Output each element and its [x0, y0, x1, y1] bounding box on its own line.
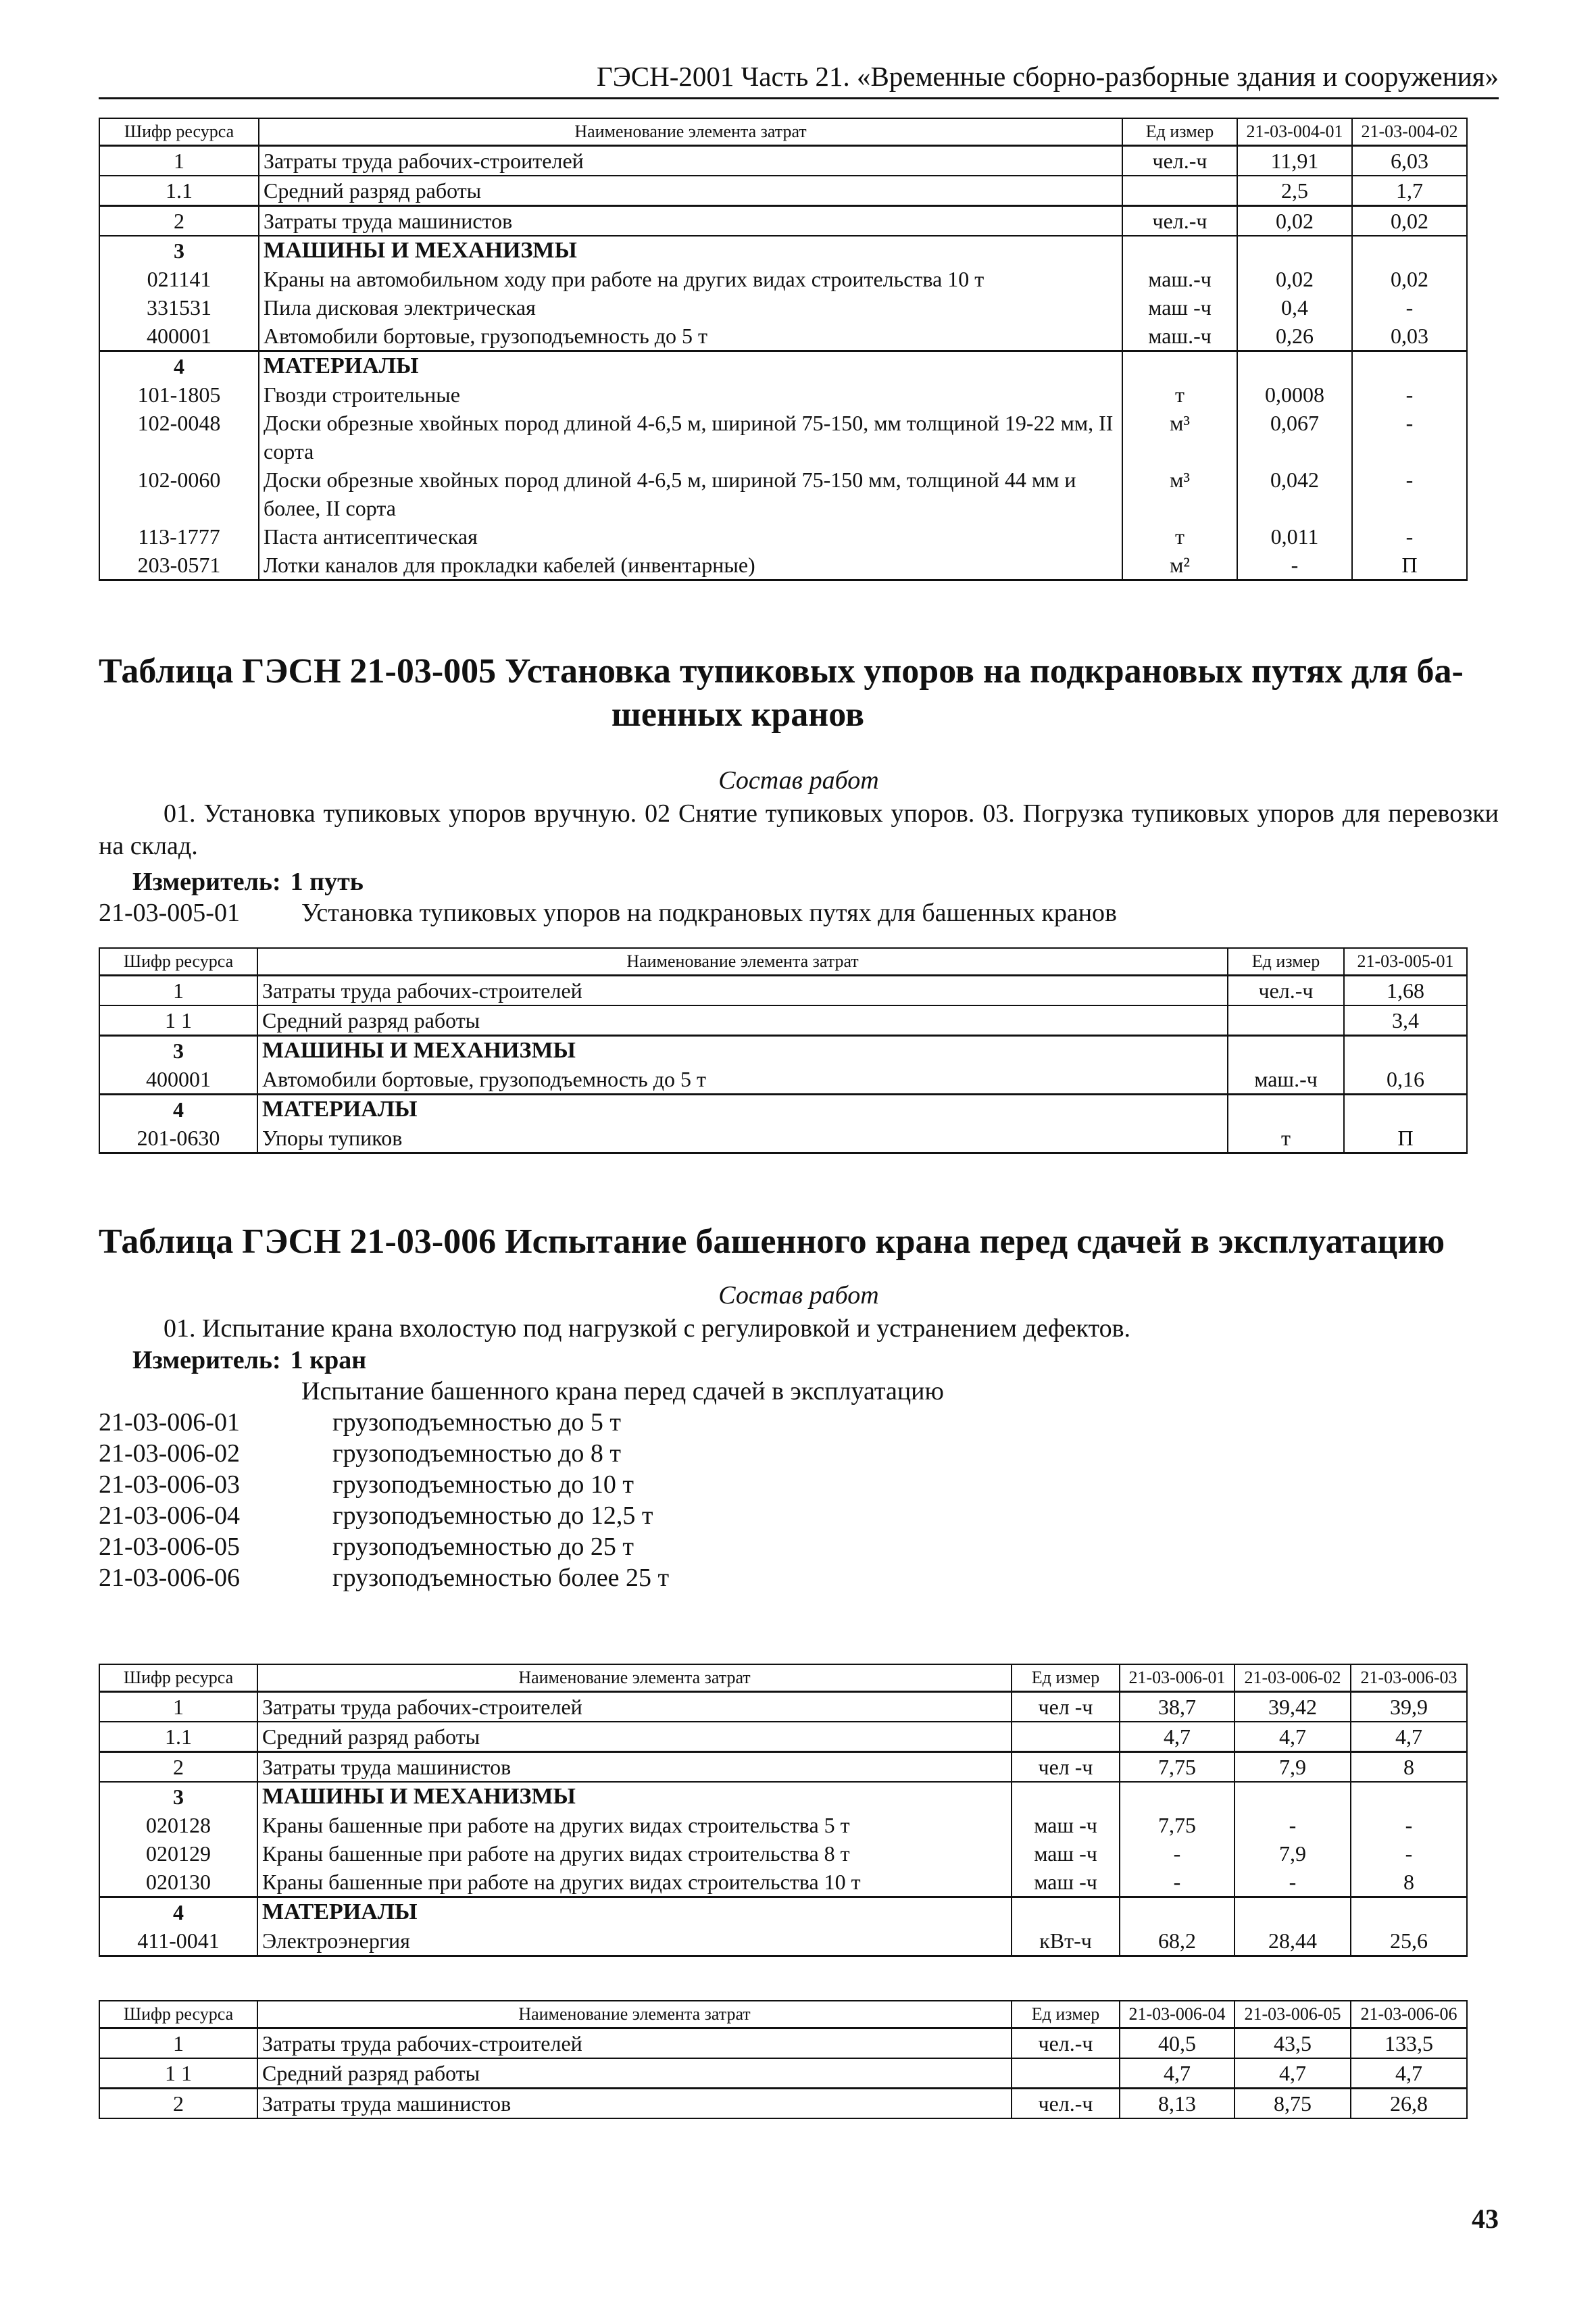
col-header-norm: 21-03-006-02 [1235, 1664, 1351, 1692]
col-header-norm: 21-03-006-03 [1351, 1664, 1467, 1692]
section-code: 4 [99, 1897, 257, 1927]
table-row [99, 1782, 1467, 1811]
table-row [99, 176, 1467, 206]
resource-code: 102-0048 [99, 409, 259, 466]
table-header-row [99, 2001, 1467, 2028]
norm-value: - [1351, 1839, 1467, 1868]
table-title-006: Таблица ГЭСН 21-03-006 Испытание башенного крана перед сдачей в эксплуатацию [99, 1222, 1445, 1261]
resource-unit: маш.-ч [1122, 265, 1237, 293]
resource-code: 113-1777 [99, 522, 259, 551]
resource-code: 1 [99, 976, 257, 1006]
resource-unit [1012, 2058, 1120, 2089]
resource-name: Доски обрезные хвойных пород длиной 4-6,5 м, шириной 75-150, мм толщиной 19-22 мм, II сорта [259, 409, 1122, 466]
norm-value: 28,44 [1235, 1926, 1351, 1956]
norm-value: 40,5 [1120, 2028, 1235, 2059]
norm-value: - [1237, 551, 1352, 580]
norm-value: 39,9 [1351, 1692, 1467, 1722]
norm-item [99, 897, 1117, 928]
resource-unit: маш -ч [1012, 1811, 1120, 1839]
norm-value: 0,02 [1352, 265, 1467, 293]
resource-code: 1 1 [99, 1005, 257, 1036]
resource-name: Затраты труда машинистов [259, 206, 1122, 237]
resource-name: Средний разряд работы [259, 176, 1122, 206]
work-composition-heading: Состав работ [718, 766, 879, 795]
norm-value: 8 [1351, 1868, 1467, 1897]
col-header-name: Наименование элемента затрат [257, 1664, 1012, 1692]
norm-value: 8,75 [1235, 2089, 1351, 2119]
resource-unit: т [1228, 1124, 1344, 1153]
section-title: МАШИНЫ И МЕХАНИЗМЫ [259, 236, 1122, 265]
resource-name: Краны башенные при работе на других видах строительства 10 т [257, 1868, 1012, 1897]
col-header-code: Шифр ресурса [99, 118, 259, 146]
table-row [99, 1722, 1467, 1752]
section-code: 4 [99, 1095, 257, 1124]
resource-code: 101-1805 [99, 380, 259, 409]
norm-value: 0,02 [1352, 206, 1467, 237]
resource-code: 020130 [99, 1868, 257, 1897]
norm-value: 0,02 [1237, 206, 1352, 237]
norm-value: - [1352, 380, 1467, 409]
resource-code: 102-0060 [99, 466, 259, 522]
resource-unit: маш -ч [1012, 1868, 1120, 1897]
norm-value: - [1352, 466, 1467, 522]
resource-name: Краны башенные при работе на других видах строительства 8 т [257, 1839, 1012, 1868]
norm-value: - [1352, 522, 1467, 551]
resource-table-005 [99, 947, 1468, 1154]
norm-value: 1,7 [1352, 176, 1467, 206]
norm-value: - [1352, 409, 1467, 466]
section-title: МАТЕРИАЛЫ [259, 351, 1122, 381]
col-header-norm: 21-03-004-01 [1237, 118, 1352, 146]
norm-value: 7,9 [1235, 1752, 1351, 1783]
norm-code: 21-03-005-01 [99, 899, 240, 927]
table-row [99, 409, 1467, 466]
table-row [99, 522, 1467, 551]
resource-code: 1 [99, 1692, 257, 1722]
table-row [99, 466, 1467, 522]
norm-value [1120, 1897, 1235, 1927]
table-row [99, 236, 1467, 265]
norm-value: 8 [1351, 1752, 1467, 1783]
norm-item [99, 1500, 653, 1531]
resource-unit: чел -ч [1012, 1752, 1120, 1783]
norm-value: 133,5 [1351, 2028, 1467, 2059]
norm-value: 4,7 [1351, 1722, 1467, 1752]
resource-code: 203-0571 [99, 551, 259, 580]
norm-text: грузоподъемностью до 8 т [332, 1439, 621, 1468]
resource-code: 201-0630 [99, 1124, 257, 1153]
table-row [99, 976, 1467, 1006]
table-row [99, 293, 1467, 322]
col-header-unit: Ед измер [1012, 2001, 1120, 2028]
norm-value: 0,042 [1237, 466, 1352, 522]
resource-code: 2 [99, 1752, 257, 1783]
section-title: МАШИНЫ И МЕХАНИЗМЫ [257, 1036, 1228, 1066]
resource-name: Затраты труда рабочих-строителей [257, 2028, 1012, 2059]
col-header-name: Наименование элемента затрат [257, 948, 1228, 976]
measurement-label: Измеритель: [132, 868, 281, 896]
resource-name: Гвозди строительные [259, 380, 1122, 409]
resource-code: 400001 [99, 322, 259, 351]
table-row [99, 1811, 1467, 1839]
col-header-norm: 21-03-005-01 [1344, 948, 1467, 976]
resource-unit [1122, 176, 1237, 206]
table-row [99, 206, 1467, 237]
col-header-code: Шифр ресурса [99, 2001, 257, 2028]
resource-table-006-a [99, 1664, 1468, 1957]
resource-unit [1228, 1005, 1344, 1036]
col-header-unit: Ед измер [1122, 118, 1237, 146]
resource-name: Краны башенные при работе на других видах строительства 5 т [257, 1811, 1012, 1839]
table-row [99, 2058, 1467, 2089]
table-title-line: Таблица ГЭСН 21-03-005 Установка тупиковых упоров на подкрановых путях для ба- [99, 652, 1464, 691]
norm-text: грузоподъемностью до 25 т [332, 1533, 634, 1561]
norm-value [1351, 1782, 1467, 1811]
norm-code: 21-03-006-05 [99, 1533, 240, 1561]
norm-value [1237, 351, 1352, 381]
table-row [99, 1005, 1467, 1036]
resource-unit: т [1122, 380, 1237, 409]
running-header: ГЭСН-2001 Часть 21. «Временные сборно-разборные здания и сооружения» [99, 59, 1499, 99]
resource-name: Затраты труда рабочих-строителей [259, 146, 1122, 176]
norm-value: 39,42 [1235, 1692, 1351, 1722]
col-header-norm: 21-03-006-06 [1351, 2001, 1467, 2028]
resource-unit [1122, 351, 1237, 381]
norm-item [99, 1562, 669, 1593]
norm-value: 11,91 [1237, 146, 1352, 176]
norm-value [1120, 1782, 1235, 1811]
work-composition-text: 01. Установка тупиковых упоров вручную. 02 Снятие тупиковых упоров. 03. Погрузка тупиковых упоров для перевозки на склад. [99, 799, 1499, 860]
norm-value: 43,5 [1235, 2028, 1351, 2059]
norm-value: 68,2 [1120, 1926, 1235, 1956]
norm-value [1235, 1782, 1351, 1811]
resource-unit [1012, 1897, 1120, 1927]
resource-table-004 [99, 118, 1468, 581]
norm-value: 0,16 [1344, 1065, 1467, 1095]
norm-value: 4,7 [1120, 2058, 1235, 2089]
norm-item [99, 1531, 634, 1562]
norm-code: 21-03-006-02 [99, 1439, 240, 1468]
page-number: 43 [1472, 2204, 1499, 2234]
section-title: МАТЕРИАЛЫ [257, 1095, 1228, 1124]
norm-value: 0,0008 [1237, 380, 1352, 409]
resource-code: 331531 [99, 293, 259, 322]
norm-item [99, 1407, 621, 1438]
table-title-line: шенных кранов [611, 695, 865, 734]
section-code: 4 [99, 351, 259, 381]
table-row [99, 2089, 1467, 2119]
table-row [99, 322, 1467, 351]
measurement-label: Измеритель: [132, 1346, 281, 1374]
resource-name: Затраты труда машинистов [257, 2089, 1012, 2119]
table-header-row [99, 1664, 1467, 1692]
col-header-name: Наименование элемента затрат [257, 2001, 1012, 2028]
section-title: МАШИНЫ И МЕХАНИЗМЫ [257, 1782, 1012, 1811]
norm-text: грузоподъемностью до 5 т [332, 1408, 621, 1437]
table-row [99, 551, 1467, 580]
norm-value: - [1120, 1868, 1235, 1897]
section-code: 3 [99, 236, 259, 265]
resource-code: 1 1 [99, 2058, 257, 2089]
resource-code: 411-0041 [99, 1926, 257, 1956]
col-header-norm: 21-03-006-01 [1120, 1664, 1235, 1692]
resource-code: 2 [99, 206, 259, 237]
norm-text: грузоподъемностью более 25 т [332, 1564, 670, 1592]
norm-value: 0,03 [1352, 322, 1467, 351]
resource-code: 021141 [99, 265, 259, 293]
norm-value: П [1344, 1124, 1467, 1153]
norm-value [1235, 1897, 1351, 1927]
resource-unit [1122, 236, 1237, 265]
measurement-unit [132, 1345, 366, 1376]
norm-code: 21-03-006-01 [99, 1408, 240, 1437]
table-row [99, 1926, 1467, 1956]
table-row [99, 146, 1467, 176]
measurement-value: 1 кран [290, 1346, 367, 1374]
resource-name: Затраты труда рабочих-строителей [257, 1692, 1012, 1722]
resource-unit: чел.-ч [1012, 2028, 1120, 2059]
section-code: 3 [99, 1782, 257, 1811]
resource-table-006-b [99, 2000, 1468, 2119]
norm-value [1352, 351, 1467, 381]
norm-value: - [1352, 293, 1467, 322]
norm-value: - [1120, 1839, 1235, 1868]
resource-name: Средний разряд работы [257, 2058, 1012, 2089]
norm-value [1344, 1036, 1467, 1066]
resource-name: Паста антисептическая [259, 522, 1122, 551]
resource-code: 1 [99, 2028, 257, 2059]
norm-value: 1,68 [1344, 976, 1467, 1006]
norm-value: 7,9 [1235, 1839, 1351, 1868]
norm-value [1351, 1897, 1467, 1927]
section-title: МАТЕРИАЛЫ [257, 1897, 1012, 1927]
table-row [99, 265, 1467, 293]
resource-unit: м² [1122, 551, 1237, 580]
norm-value: 25,6 [1351, 1926, 1467, 1956]
col-header-norm: 21-03-006-05 [1235, 2001, 1351, 2028]
resource-name: Автомобили бортовые, грузоподъемность до 5 т [257, 1065, 1228, 1095]
resource-unit: маш.-ч [1228, 1065, 1344, 1095]
norm-value: 4,7 [1235, 1722, 1351, 1752]
table-row [99, 1868, 1467, 1897]
table-row [99, 1692, 1467, 1722]
norm-intro: Испытание башенного крана перед сдачей в эксплуатацию [301, 1377, 944, 1405]
col-header-norm: 21-03-004-02 [1352, 118, 1467, 146]
norm-value: - [1351, 1811, 1467, 1839]
resource-name: Средний разряд работы [257, 1722, 1012, 1752]
norm-value: 0,4 [1237, 293, 1352, 322]
col-header-unit: Ед измер [1012, 1664, 1120, 1692]
table-row [99, 351, 1467, 381]
norm-value: П [1352, 551, 1467, 580]
resource-unit [1012, 1782, 1120, 1811]
measurement-value: 1 путь [290, 868, 364, 896]
table-title-005 [99, 650, 1499, 737]
norm-value [1344, 1095, 1467, 1124]
resource-name: Пила дисковая электрическая [259, 293, 1122, 322]
col-header-norm: 21-03-006-04 [1120, 2001, 1235, 2028]
resource-unit: маш -ч [1012, 1839, 1120, 1868]
resource-code: 1.1 [99, 176, 259, 206]
norm-text: грузоподъемностью до 12,5 т [332, 1501, 653, 1530]
resource-unit: м³ [1122, 466, 1237, 522]
resource-unit: чел.-ч [1122, 146, 1237, 176]
resource-unit: чел -ч [1012, 1692, 1120, 1722]
resource-code: 400001 [99, 1065, 257, 1095]
resource-unit: кВт-ч [1012, 1926, 1120, 1956]
norm-value: 7,75 [1120, 1752, 1235, 1783]
norm-value: - [1235, 1868, 1351, 1897]
norm-value [1352, 236, 1467, 265]
norm-value: 4,7 [1120, 1722, 1235, 1752]
measurement-unit [132, 866, 364, 897]
resource-name: Доски обрезные хвойных пород длиной 4-6,5 м, шириной 75-150 мм, толщиной 44 мм и более, II сорта [259, 466, 1122, 522]
resource-unit: чел.-ч [1228, 976, 1344, 1006]
table-header-row [99, 118, 1467, 146]
resource-code: 2 [99, 2089, 257, 2119]
resource-code: 1.1 [99, 1722, 257, 1752]
norm-value: - [1235, 1811, 1351, 1839]
work-composition-heading: Состав работ [718, 1281, 879, 1310]
resource-unit: чел.-ч [1122, 206, 1237, 237]
norm-value: 7,75 [1120, 1811, 1235, 1839]
resource-code: 1 [99, 146, 259, 176]
norm-code: 21-03-006-04 [99, 1501, 240, 1530]
table-row [99, 1124, 1467, 1153]
resource-name: Лотки каналов для прокладки кабелей (инвентарные) [259, 551, 1122, 580]
table-row [99, 1839, 1467, 1868]
table-row [99, 1095, 1467, 1124]
norm-value: 6,03 [1352, 146, 1467, 176]
resource-unit: т [1122, 522, 1237, 551]
norm-value: 4,7 [1351, 2058, 1467, 2089]
table-header-row [99, 948, 1467, 976]
resource-name: Затраты труда машинистов [257, 1752, 1012, 1783]
norm-value: 26,8 [1351, 2089, 1467, 2119]
resource-code: 020128 [99, 1811, 257, 1839]
col-header-unit: Ед измер [1228, 948, 1344, 976]
norm-value: 3,4 [1344, 1005, 1467, 1036]
norm-value: 38,7 [1120, 1692, 1235, 1722]
norm-value: 0,02 [1237, 265, 1352, 293]
resource-unit [1228, 1036, 1344, 1066]
resource-code: 020129 [99, 1839, 257, 1868]
resource-name: Краны на автомобильном ходу при работе на других видах строительства 10 т [259, 265, 1122, 293]
norm-text: Установка тупиковых упоров на подкрановых путях для башенных кранов [301, 899, 1117, 927]
norm-item [99, 1438, 621, 1469]
col-header-code: Шифр ресурса [99, 948, 257, 976]
table-row [99, 1065, 1467, 1095]
norm-text: грузоподъемностью до 10 т [332, 1470, 634, 1499]
resource-name: Средний разряд работы [257, 1005, 1228, 1036]
norm-value: 8,13 [1120, 2089, 1235, 2119]
resource-unit [1228, 1095, 1344, 1124]
resource-name: Автомобили бортовые, грузоподъемность до 5 т [259, 322, 1122, 351]
table-row [99, 1897, 1467, 1927]
resource-unit: маш -ч [1122, 293, 1237, 322]
col-header-name: Наименование элемента затрат [259, 118, 1122, 146]
section-code: 3 [99, 1036, 257, 1066]
table-row [99, 2028, 1467, 2059]
norm-value: 0,26 [1237, 322, 1352, 351]
col-header-code: Шифр ресурса [99, 1664, 257, 1692]
norm-value: 0,067 [1237, 409, 1352, 466]
work-composition-text: 01. Испытание крана вхолостую под нагрузкой с регулировкой и устранением дефектов. [164, 1314, 1131, 1343]
resource-unit: чел.-ч [1012, 2089, 1120, 2119]
resource-name: Затраты труда рабочих-строителей [257, 976, 1228, 1006]
table-row [99, 1752, 1467, 1783]
resource-unit: м³ [1122, 409, 1237, 466]
norm-value [1237, 236, 1352, 265]
norm-value: 0,011 [1237, 522, 1352, 551]
table-row [99, 380, 1467, 409]
norm-value: 2,5 [1237, 176, 1352, 206]
norm-code: 21-03-006-06 [99, 1564, 240, 1592]
norm-code: 21-03-006-03 [99, 1470, 240, 1499]
resource-unit [1012, 1722, 1120, 1752]
norm-value: 4,7 [1235, 2058, 1351, 2089]
resource-unit: маш.-ч [1122, 322, 1237, 351]
resource-name: Электроэнергия [257, 1926, 1012, 1956]
norm-item [99, 1469, 634, 1500]
table-row [99, 1036, 1467, 1066]
resource-name: Упоры тупиков [257, 1124, 1228, 1153]
